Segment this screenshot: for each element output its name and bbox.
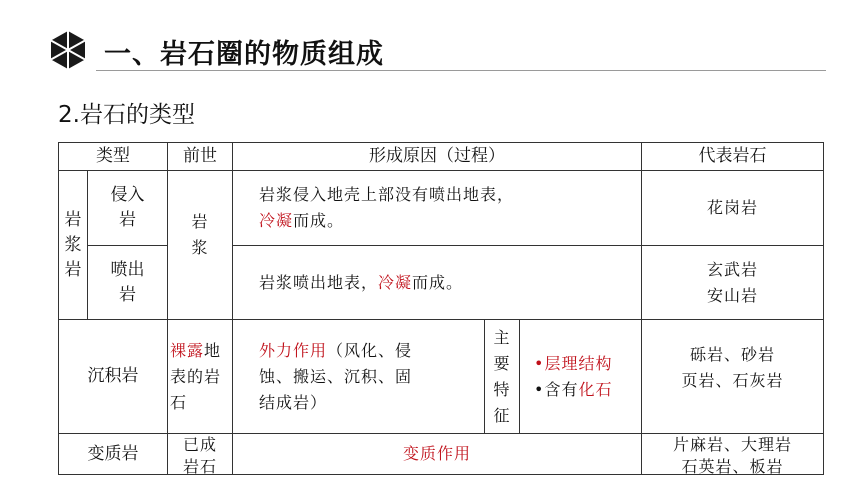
title-divider [96, 70, 826, 71]
keyword-condense: 冷凝 [259, 211, 294, 230]
intrusive-rocks: 花岗岩 [641, 170, 824, 246]
intrusive-label: 侵入 岩 [87, 170, 168, 246]
header-origin: 前世 [167, 142, 233, 171]
feature-list: •层理结构 •含有化石 [519, 319, 642, 434]
header-rocks: 代表岩石 [641, 142, 824, 171]
extrusive-process: 岩浆喷出地表，冷凝而成。 [232, 245, 642, 320]
sedimentary-label: 沉积岩 [58, 319, 168, 434]
hexagon-segments-icon [48, 30, 88, 70]
sedimentary-origin: 裸露地 表的岩 石 [167, 319, 233, 434]
keyword-condense: 冷凝 [378, 272, 413, 292]
metamorphic-label: 变质岩 [58, 433, 168, 475]
header-process: 形成原因（过程） [232, 142, 642, 171]
keyword-external-force: 外力作用 [259, 340, 328, 360]
metamorphic-process: 变质作用 [232, 433, 642, 475]
extrusive-rocks: 玄武岩 安山岩 [641, 245, 824, 320]
igneous-origin: 岩 浆 [167, 170, 233, 320]
keyword-exposed: 裸露 [170, 340, 205, 360]
intrusive-process: 岩浆侵入地壳上部没有喷出地表， 冷凝而成。 [232, 170, 642, 246]
metamorphic-origin: 已成 岩石 [167, 433, 233, 475]
page-title: 一、岩石圈的物质组成 [104, 39, 384, 70]
header-type: 类型 [58, 142, 168, 171]
metamorphic-rocks: 片麻岩、大理岩 石英岩、板岩 [641, 433, 824, 475]
section-subtitle: 2.岩石的类型 [58, 102, 195, 128]
sedimentary-rocks: 砾岩、砂岩 页岩、石灰岩 [641, 319, 824, 434]
extrusive-label: 喷出 岩 [87, 245, 168, 320]
igneous-label: 岩 浆 岩 [58, 170, 88, 320]
sedimentary-process: 外力作用（风化、侵 蚀、搬运、沉积、固 结成岩） [232, 319, 485, 434]
feature-label: 主 要 特 征 [484, 319, 520, 434]
